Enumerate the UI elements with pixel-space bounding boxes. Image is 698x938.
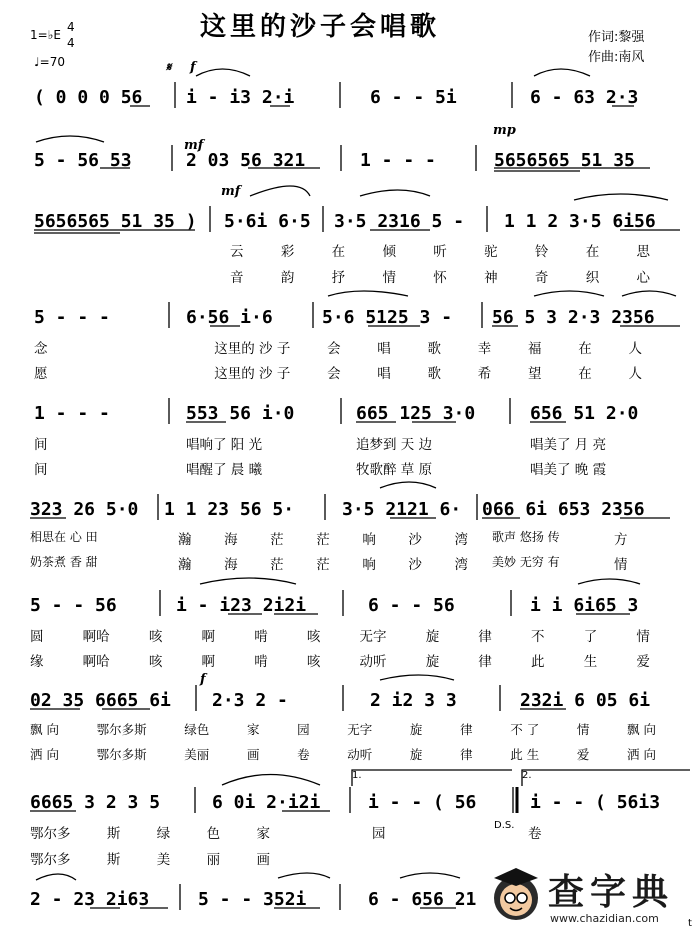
dynamic-mf-1: mf	[184, 138, 204, 153]
measure-2-4: 5656565 51 35	[494, 150, 635, 171]
lyric-6-1b: 奶茶煮 香 甜	[30, 555, 98, 569]
lyrics-8-verse2: 洒 向 鄂尔多斯 美丽 画 卷 动听 旋 律 此 生 爱 洒 向	[30, 747, 656, 762]
lyric-5-3a: 追梦到 天 边	[356, 437, 433, 453]
measure-9-4: i - - ( 56i3	[530, 792, 661, 813]
lyrics-4-verse1: 念 这里的 沙 子 会 唱 歌 幸 福 在 人	[34, 341, 642, 357]
lyrics-9-verse2: 鄂尔多 斯 美 丽 画	[30, 852, 270, 868]
measure-5-2: 553 56 i·0	[186, 403, 295, 424]
measure-3-1: 5656565 51 35 )	[34, 211, 197, 232]
measure-3-4: 1 1 2 3·5 6i56	[504, 211, 656, 232]
lyrics-6-verse1: 瀚 海 茫 茫 响 沙 湾	[178, 532, 468, 548]
measure-10-2: 5 - - 352i	[198, 889, 307, 910]
volta-first: 1.	[352, 770, 362, 781]
lyric-6-4b: 美妙 无穷 有	[492, 555, 560, 569]
dynamic-mf-2: mf	[221, 184, 241, 199]
lyric-5-1b: 间	[34, 462, 48, 478]
lyrics-8-verse1: 飘 向 鄂尔多斯 绿色 家 园 无字 旋 律 不 了 情 飘 向	[30, 722, 656, 737]
lyric-9-3a: 园	[372, 826, 386, 842]
measure-1-1: ( 0 0 0 56	[34, 87, 143, 108]
lyrics-9-verse1: 鄂尔多 斯 绿 色 家	[30, 826, 270, 842]
measure-2-3: 1 - - -	[360, 150, 436, 171]
measure-4-2: 6·56 i·6	[186, 307, 273, 328]
measure-8-4: 232i 6 05 6i	[520, 690, 651, 711]
lyric-9-4a: 卷	[528, 826, 542, 842]
lyrics-4-verse2: 愿 这里的 沙 子 会 唱 歌 希 望 在 人	[34, 366, 642, 382]
measure-7-2: i - i23 2i2i	[176, 595, 307, 616]
lyric-6-4a: 歌声 悠扬 传	[492, 530, 560, 544]
lyric-6-5a: 方	[614, 532, 628, 548]
measure-1-2: i - i3 2·i	[186, 87, 295, 108]
measure-4-3: 5·6 5125 3 -	[322, 307, 453, 328]
lyric-5-3b: 牧歌醉 草 原	[356, 462, 433, 478]
measure-10-1: 2 - 23 2i63	[30, 889, 150, 910]
measure-2-2: 2 03 56 321	[186, 150, 306, 171]
lyrics-7-verse1: 圆 啊哈 咳 啊 啃 咳 无字 旋 律 不 了 情	[30, 629, 650, 645]
lyrics-3-verse2: 音 韵 抒 情 怀 神 奇 织 心	[230, 270, 650, 286]
measure-1-4: 6 - 63 2·3	[530, 87, 639, 108]
measure-5-4: 656 51 2·0	[530, 403, 639, 424]
measure-8-1: 02 35 6665 6i	[30, 690, 171, 711]
measure-3-3: 3·5 2316 5 -	[334, 211, 465, 232]
measure-4-4: 56 5 3 2·3 2356	[492, 307, 655, 328]
time-sig-bottom: 4	[67, 36, 75, 50]
watermark-logo-text: 查字典	[548, 872, 675, 913]
tempo-marking: ♩=70	[34, 55, 65, 69]
lyricist: 作词:黎强	[588, 30, 645, 45]
watermark-url: www.chazidian.com	[550, 912, 659, 925]
measure-3-2: 5·6i 6·5	[224, 211, 311, 232]
lyrics-6-verse2: 瀚 海 茫 茫 响 沙 湾	[178, 557, 468, 573]
measure-5-1: 1 - - -	[34, 403, 110, 424]
dynamic-mp: mp	[493, 123, 516, 138]
page-title: 这里的沙子会唱歌	[200, 12, 441, 42]
lyric-5-1a: 间	[34, 437, 48, 453]
measure-5-3: 665 125 3·0	[356, 403, 476, 424]
lyric-5-2b: 唱醒了 晨 曦	[186, 462, 263, 478]
lyrics-7-verse2: 缘 啊哈 咳 啊 啃 咳 动听 旋 律 此 生 爱	[30, 654, 650, 670]
quarter-note-icon: ♩	[34, 55, 40, 69]
measure-9-2: 6 0i 2·i2i	[212, 792, 321, 813]
dynamic-f-2: f	[200, 672, 206, 687]
measure-10-3: 6 - 656 21	[368, 889, 477, 910]
measure-8-2: 2·3 2 -	[212, 690, 288, 711]
lyric-5-2a: 唱响了 阳 光	[186, 437, 263, 453]
measure-6-2: 1 1 23 56 5·	[164, 499, 295, 520]
dynamic-f-1: f	[190, 60, 196, 75]
measure-4-1: 5 - - -	[34, 307, 110, 328]
lyric-5-4a: 唱美了 月 亮	[530, 437, 607, 453]
measure-7-3: 6 - - 56	[368, 595, 455, 616]
measure-9-3: i - - ( 56	[368, 792, 477, 813]
segno-icon: 𝄋	[166, 60, 172, 74]
measure-6-3: 3·5 2121 6·	[342, 499, 462, 520]
measure-7-4: i i 6i65 3	[530, 595, 639, 616]
time-sig-top: 4	[67, 20, 75, 34]
lyrics-3-verse1: 云 彩 在 倾 听 驼 铃 在 思	[230, 244, 650, 260]
measure-7-1: 5 - - 56	[30, 595, 117, 616]
lyric-5-4b: 唱美了 晚 霞	[530, 462, 607, 478]
lyric-6-1a: 相思在 心 田	[30, 530, 98, 544]
measure-2-1: 5 - 56 53	[34, 150, 132, 171]
measure-8-3: 2 i2 3 3	[370, 690, 457, 711]
measure-6-4: 066 6i 653 2356	[482, 499, 645, 520]
lyric-6-5b: 情	[614, 557, 628, 573]
ds-marking: D.S.	[494, 820, 515, 831]
watermark-trail: t	[688, 918, 692, 929]
measure-1-3: 6 - - 5i	[370, 87, 457, 108]
measure-9-1: 6665 3 2 3 5	[30, 792, 161, 813]
measure-6-1: 323 26 5·0	[30, 499, 139, 520]
volta-second: 2.	[522, 770, 532, 781]
composer: 作曲:南风	[588, 50, 645, 65]
key-signature: 1=♭E	[30, 28, 61, 42]
